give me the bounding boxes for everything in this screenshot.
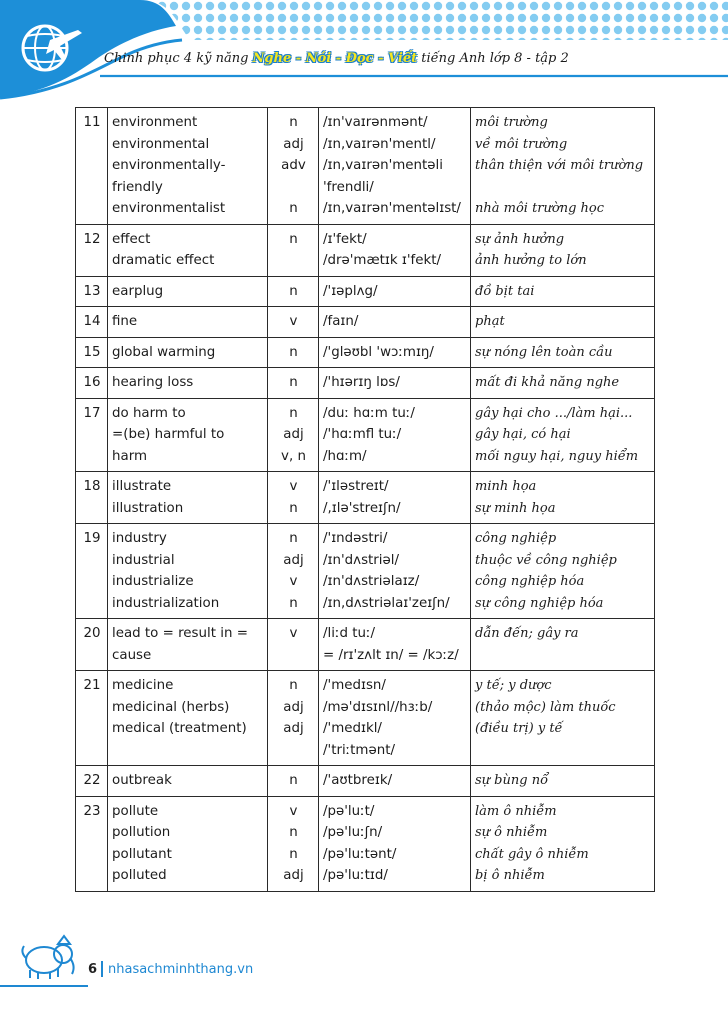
pronunciation-line: /ɪ'fekt/ (323, 231, 367, 247)
pronunciation-line: /hɑːm/ (323, 448, 367, 464)
meaning-cell (471, 224, 655, 276)
word-line: pollutant (112, 846, 172, 862)
part-of-speech-cell (268, 619, 319, 671)
meaning-line: chất gây ô nhiễm (475, 846, 589, 862)
meaning-cell (471, 368, 655, 399)
meaning-line: mối nguy hại, nguy hiểm (475, 448, 639, 464)
pronunciation-line: /'ɪndəstri/ (323, 531, 388, 546)
pronunciation-line: /'hɑːmfl tuː/ (323, 427, 402, 442)
pronunciation-line: /faɪn/ (323, 314, 359, 329)
meaning-line: về môi trường (475, 136, 568, 152)
part-of-speech-line: adj (283, 552, 304, 568)
pronunciation-line: /'medɪkl/ (323, 721, 382, 736)
header-banner (0, 0, 728, 100)
part-of-speech-cell (268, 337, 319, 368)
word-cell (108, 524, 268, 619)
word-line: industry (112, 531, 167, 546)
pronunciation-line: /duː hɑːm tuː/ (323, 405, 415, 421)
meaning-line: sự ô nhiễm (475, 825, 548, 840)
header-title (104, 51, 569, 66)
pronunciation-cell (319, 368, 471, 399)
word-line: friendly (112, 179, 163, 195)
meaning-line: bị ô nhiễm (475, 868, 545, 883)
pronunciation-line: /pə'luːtənt/ (323, 846, 397, 862)
part-of-speech-line: v, n (281, 448, 306, 464)
word-line: industrialization (112, 595, 220, 611)
word-cell (108, 796, 268, 891)
pronunciation-line: /'ɪləstreɪt/ (323, 479, 389, 494)
entry-number: 22 (76, 766, 108, 797)
table-row (76, 524, 655, 619)
pronunciation-line: /'medɪsn/ (323, 678, 386, 693)
pronunciation-line: /ɪn'dʌstriəl/ (323, 552, 400, 568)
meaning-line: sự ảnh hưởng (475, 231, 565, 247)
meaning-line: ảnh hưởng to lớn (475, 253, 587, 268)
part-of-speech-line: adv (281, 158, 306, 173)
part-of-speech-line: n (289, 500, 298, 516)
word-cell (108, 224, 268, 276)
part-of-speech-line: adj (283, 136, 304, 152)
word-line: medicine (112, 678, 174, 693)
word-line: do harm to (112, 405, 186, 421)
part-of-speech-line: n (289, 531, 298, 546)
part-of-speech-line: n (289, 773, 298, 788)
meaning-cell (471, 276, 655, 307)
table-row (76, 671, 655, 766)
meaning-line: sự công nghiệp hóa (475, 595, 604, 611)
word-cell (108, 337, 268, 368)
pronunciation-cell (319, 619, 471, 671)
meaning-line: thân thiện với môi trường (475, 158, 644, 173)
word-line: environmentally- (112, 158, 226, 173)
pronunciation-line: /ɪn,vaɪrən'mentəlɪst/ (323, 201, 461, 216)
meaning-line: mất đi khả năng nghe (475, 375, 620, 390)
meaning-line: (điều trị) y tế (475, 721, 563, 736)
pronunciation-cell (319, 796, 471, 891)
meaning-line: gây hại, có hại (475, 427, 571, 442)
meaning-cell (471, 766, 655, 797)
pronunciation-line: /pə'luːt/ (323, 803, 375, 819)
pronunciation-line: /,ɪlə'streɪʃn/ (323, 500, 401, 516)
pronunciation-line: 'frendli/ (323, 179, 374, 195)
header-title-suffix: tiếng Anh lớp 8 - tập 2 (417, 51, 569, 66)
part-of-speech-line: n (289, 595, 298, 611)
table-row (76, 276, 655, 307)
meaning-cell (471, 337, 655, 368)
pronunciation-cell (319, 671, 471, 766)
word-cell (108, 368, 268, 399)
table-row (76, 224, 655, 276)
part-of-speech-line: n (289, 846, 298, 862)
part-of-speech-line: v (289, 626, 298, 641)
part-of-speech-cell (268, 766, 319, 797)
pronunciation-cell (319, 307, 471, 338)
word-line: pollution (112, 825, 171, 840)
pronunciation-cell (319, 524, 471, 619)
meaning-line: nhà môi trường học (475, 201, 605, 216)
entry-number: 14 (76, 307, 108, 338)
part-of-speech-line (272, 645, 315, 667)
part-of-speech-line: v (289, 314, 298, 329)
pronunciation-line: /'aʊtbreɪk/ (323, 773, 393, 788)
part-of-speech-cell (268, 671, 319, 766)
meaning-line: công nghiệp hóa (475, 574, 585, 589)
part-of-speech-line (272, 740, 315, 762)
part-of-speech-line: v (289, 479, 298, 494)
meaning-cell (471, 796, 655, 891)
part-of-speech-cell (268, 398, 319, 472)
part-of-speech-line: n (289, 283, 298, 299)
word-line: harm (112, 448, 148, 464)
part-of-speech-line: adj (283, 699, 304, 715)
word-line: earplug (112, 283, 164, 299)
meaning-line: phạt (475, 314, 505, 329)
part-of-speech-line: adj (283, 427, 304, 442)
word-cell (108, 472, 268, 524)
meaning-line: (thảo mộc) làm thuốc (475, 699, 616, 715)
website-url: nhasachminhthang.vn (108, 962, 254, 977)
part-of-speech-line: adj (283, 721, 304, 736)
pronunciation-line: /'hɪərɪŋ lɒs/ (323, 375, 400, 390)
pronunciation-cell (319, 224, 471, 276)
word-cell (108, 108, 268, 225)
vocabulary-table (75, 107, 655, 892)
footer-divider (101, 961, 103, 977)
part-of-speech-line: n (289, 344, 298, 360)
pronunciation-line: /ɪn,vaɪrən'mentəli (323, 158, 443, 173)
word-line: effect (112, 231, 151, 247)
elephant-mascot-icon (14, 932, 82, 982)
entry-number: 19 (76, 524, 108, 619)
pronunciation-line: /pə'luːtɪd/ (323, 868, 388, 883)
word-line: pollute (112, 803, 159, 819)
pronunciation-line: /'ɪəplʌg/ (323, 283, 378, 299)
part-of-speech-line: n (289, 375, 298, 390)
part-of-speech-line: n (289, 825, 298, 840)
footer-rule (0, 985, 88, 987)
part-of-speech-line: n (289, 405, 298, 421)
part-of-speech-line: n (289, 201, 298, 216)
meaning-cell (471, 398, 655, 472)
part-of-speech-line: n (289, 678, 298, 693)
vocabulary-table-body (76, 108, 655, 892)
word-line: illustration (112, 500, 184, 516)
entry-number: 23 (76, 796, 108, 891)
word-line: environmental (112, 136, 210, 152)
pronunciation-cell (319, 766, 471, 797)
meaning-cell (471, 619, 655, 671)
pronunciation-line: = /rɪ'zʌlt ɪn/ = /kɔːz/ (323, 647, 459, 663)
word-line: hearing loss (112, 375, 194, 390)
meaning-line (475, 740, 651, 762)
word-cell (108, 671, 268, 766)
entry-number: 13 (76, 276, 108, 307)
word-line: illustrate (112, 479, 172, 494)
part-of-speech-line (272, 250, 315, 272)
part-of-speech-line (272, 177, 315, 199)
entry-number: 17 (76, 398, 108, 472)
table-row (76, 307, 655, 338)
word-line: global warming (112, 344, 216, 360)
word-line: industrialize (112, 574, 194, 589)
meaning-line: môi trường (475, 115, 548, 130)
pronunciation-line: /ɪn,dʌstriəlaɪ'zeɪʃn/ (323, 595, 450, 611)
table-row (76, 398, 655, 472)
table-row (76, 368, 655, 399)
part-of-speech-cell (268, 796, 319, 891)
table-row (76, 796, 655, 891)
part-of-speech-cell (268, 472, 319, 524)
entry-number: 12 (76, 224, 108, 276)
table-row (76, 337, 655, 368)
part-of-speech-cell (268, 368, 319, 399)
entry-number: 21 (76, 671, 108, 766)
pronunciation-line: /'triːtmənt/ (323, 742, 395, 758)
meaning-line: làm ô nhiễm (475, 803, 557, 819)
pronunciation-line: /drə'mætɪk ɪ'fekt/ (323, 253, 441, 268)
meaning-line: công nghiệp (475, 531, 557, 546)
word-line: environment (112, 115, 198, 130)
pronunciation-cell (319, 108, 471, 225)
meaning-line (475, 177, 651, 199)
meaning-cell (471, 671, 655, 766)
pronunciation-line: /ɪn'dʌstriəlaɪz/ (323, 574, 420, 589)
word-cell (108, 307, 268, 338)
part-of-speech-cell (268, 224, 319, 276)
part-of-speech-line: v (289, 803, 298, 819)
word-line: medicinal (herbs) (112, 699, 230, 715)
meaning-line: y tế; y dược (475, 678, 552, 693)
pronunciation-line: /liːd tuː/ (323, 626, 375, 641)
page-number: 6 (88, 962, 98, 977)
word-line: polluted (112, 868, 167, 883)
word-line: dramatic effect (112, 253, 215, 268)
word-line: outbreak (112, 773, 172, 788)
meaning-line: đồ bịt tai (475, 283, 535, 299)
word-line: lead to = result in = (112, 626, 248, 641)
header-title-highlight: Nghe - Nói - Đọc - Viết (252, 51, 418, 66)
part-of-speech-line: n (289, 231, 298, 247)
word-line: fine (112, 314, 138, 329)
meaning-line: sự minh họa (475, 500, 556, 516)
word-line: =(be) harmful to (112, 427, 225, 442)
entry-number: 20 (76, 619, 108, 671)
pronunciation-line: /mə'dɪsɪnl//hɜːb/ (323, 699, 433, 715)
part-of-speech-cell (268, 524, 319, 619)
pronunciation-line: /ɪn,vaɪrən'mentl/ (323, 136, 436, 152)
table-row (76, 472, 655, 524)
word-line (112, 740, 264, 762)
pronunciation-cell (319, 398, 471, 472)
meaning-line: thuộc về công nghiệp (475, 552, 617, 568)
pronunciation-cell (319, 472, 471, 524)
meaning-cell (471, 472, 655, 524)
meaning-cell (471, 307, 655, 338)
part-of-speech-line: adj (283, 868, 304, 883)
page-header (0, 0, 728, 100)
meaning-line: sự nóng lên toàn cầu (475, 344, 613, 360)
meaning-line: minh họa (475, 479, 537, 494)
pronunciation-line: /ɪn'vaɪrənmənt/ (323, 115, 428, 130)
pronunciation-cell (319, 276, 471, 307)
part-of-speech-cell (268, 307, 319, 338)
word-line: medical (treatment) (112, 721, 247, 736)
word-cell (108, 766, 268, 797)
word-cell (108, 619, 268, 671)
meaning-line: dẫn đến; gây ra (475, 626, 579, 641)
meaning-line (475, 645, 651, 667)
header-title-prefix: Chinh phục 4 kỹ năng (104, 51, 253, 66)
part-of-speech-cell (268, 276, 319, 307)
table-row (76, 108, 655, 225)
entry-number: 18 (76, 472, 108, 524)
meaning-cell (471, 108, 655, 225)
pronunciation-line: /pə'luːʃn/ (323, 825, 383, 840)
word-line: cause (112, 647, 152, 663)
entry-number: 16 (76, 368, 108, 399)
entry-number: 11 (76, 108, 108, 225)
word-line: industrial (112, 552, 175, 568)
table-row (76, 766, 655, 797)
meaning-cell (471, 524, 655, 619)
part-of-speech-cell (268, 108, 319, 225)
table-row (76, 619, 655, 671)
part-of-speech-line: n (289, 115, 298, 130)
entry-number: 15 (76, 337, 108, 368)
word-line: environmentalist (112, 201, 226, 216)
word-cell (108, 276, 268, 307)
meaning-line: gây hại cho .../làm hại... (475, 405, 633, 421)
part-of-speech-line: v (289, 574, 298, 589)
pronunciation-line: /'gləʊbl 'wɔːmɪŋ/ (323, 344, 434, 360)
word-cell (108, 398, 268, 472)
pronunciation-cell (319, 337, 471, 368)
meaning-line: sự bùng nổ (475, 773, 549, 788)
